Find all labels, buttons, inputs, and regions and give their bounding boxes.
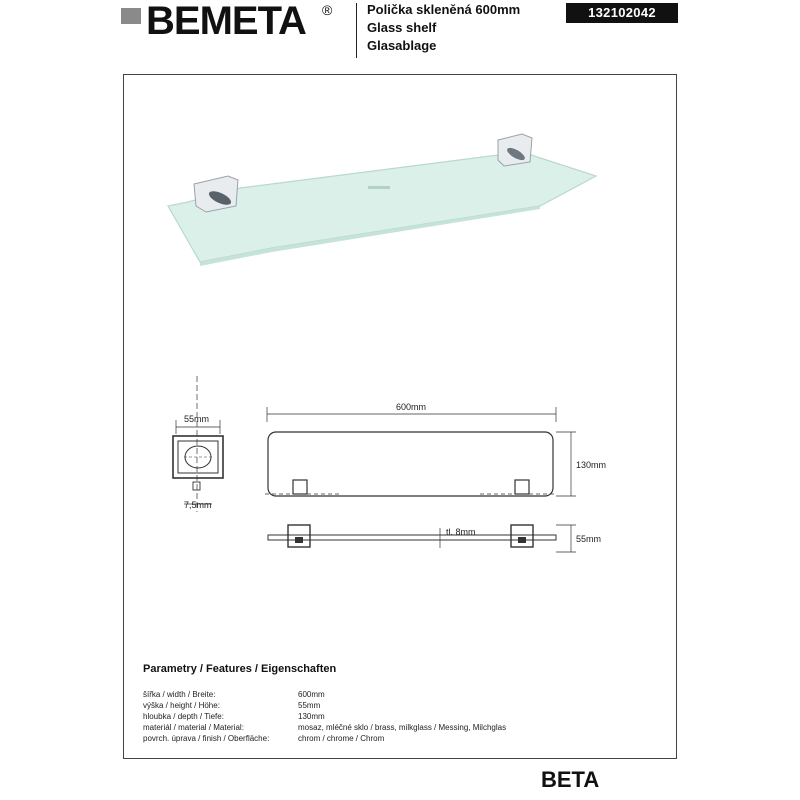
side-screw [193,482,200,490]
side-view [173,376,223,512]
front-glass-outline [268,432,553,496]
front-bracket-right [515,480,529,494]
series-name: BETA [541,767,600,792]
parameter-value: mosaz, mléčné sklo / brass, milkglass / Messing, Milchglas [298,723,507,732]
product-title-cz: Polička skleněná 600mm [367,2,521,17]
product-title-en: Glass shelf [367,20,437,35]
front-depth-label: 130mm [576,460,607,470]
parameter-key: povrch. úprava / finish / Oberfläche: [143,734,270,743]
parameters-table [143,689,506,744]
parameter-row [143,700,506,711]
side-hole [185,446,211,468]
brand-logo: BEMETA [146,0,306,43]
parameter-row [143,689,506,700]
product-code: 132102042 [566,3,678,23]
parameter-value: 130mm [298,712,325,721]
parameter-row [143,733,506,744]
side-plate-outer [173,436,223,478]
front-view [265,407,576,496]
front-length-label: 600mm [396,402,427,412]
front-bracket-left [293,480,307,494]
top-height-label: 55mm [576,534,602,544]
top-bracket-left [288,525,310,547]
parameter-key: materiál / material / Material: [143,723,244,732]
top-view [268,525,576,552]
side-depth-label: 7,5mm [184,500,212,510]
registered-mark: ® [322,2,333,18]
product-photo [168,134,596,266]
parameter-value: 55mm [298,701,321,710]
parameter-row [143,711,506,722]
parameter-value: chrom / chrome / Chrom [298,734,385,743]
glass-logo-mark [368,186,390,189]
parameter-value: 600mm [298,690,325,699]
parameter-key: výška / height / Höhe: [143,701,220,710]
parameter-key: hloubka / depth / Tiefe: [143,712,224,721]
side-width-label: 55mm [184,414,210,424]
top-thickness-label: tl. 8mm [446,527,476,537]
top-bracket-right [511,525,533,547]
parameter-key: šířka / width / Breite: [143,690,216,699]
product-title-de: Glasablage [367,38,437,53]
parameter-row [143,722,506,733]
parameters-title: Parametry / Features / Eigenschaften [143,663,337,675]
top-glass-outline [268,535,556,540]
